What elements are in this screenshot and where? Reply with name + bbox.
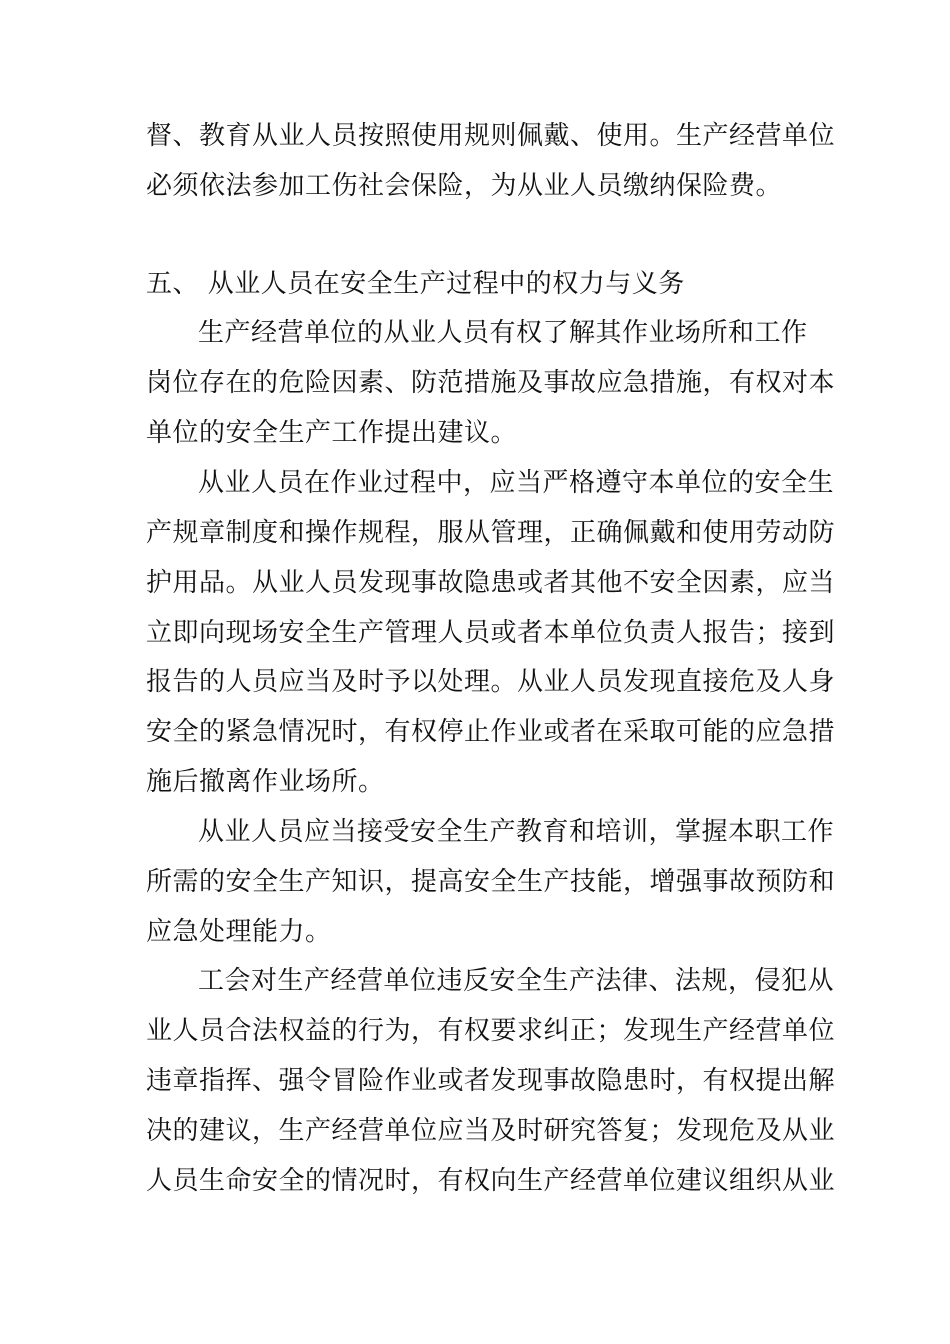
text-line: 从业人员在作业过程中，应当严格遵守本单位的安全生 [198,468,835,498]
text-line: 从业人员应当接受安全生产教育和培训，掌握本职工作 [198,817,835,847]
text-line: 单位的安全生产工作提出建议。 [146,418,518,448]
text-line: 督、教育从业人员按照使用规则佩戴、使用。生产经营单位 [146,121,836,151]
text-line: 立即向现场安全生产管理人员或者本单位负责人报告；接到 [146,618,836,648]
text-line: 施后撤离作业场所。 [146,767,385,797]
text-line: 必须依法参加工伤社会保险，为从业人员缴纳保险费。 [146,171,783,201]
section-heading: 五、 从业人员在安全生产过程中的权力与义务 [146,269,685,299]
text-line: 人员生命安全的情况时，有权向生产经营单位建议组织从业 [146,1166,836,1196]
text-line: 岗位存在的危险因素、防范措施及事故应急措施，有权对本 [146,368,836,398]
text-line: 安全的紧急情况时，有权停止作业或者在采取可能的应急措 [146,717,836,747]
text-line: 业人员合法权益的行为，有权要求纠正；发现生产经营单位 [146,1016,836,1046]
text-line: 工会对生产经营单位违反安全生产法律、法规，侵犯从 [198,966,835,996]
text-line: 所需的安全生产知识，提高安全生产技能，增强事故预防和 [146,867,836,897]
text-line: 生产经营单位的从业人员有权了解其作业场所和工作 [198,318,808,348]
text-line: 决的建议，生产经营单位应当及时研究答复；发现危及从业 [146,1116,836,1146]
text-line: 护用品。从业人员发现事故隐患或者其他不安全因素，应当 [146,568,836,598]
text-line: 违章指挥、强令冒险作业或者发现事故隐患时，有权提出解 [146,1066,836,1096]
text-line: 应急处理能力。 [146,917,332,947]
text-line: 产规章制度和操作规程，服从管理，正确佩戴和使用劳动防 [146,518,836,548]
text-line: 报告的人员应当及时予以处理。从业人员发现直接危及人身 [146,667,836,697]
